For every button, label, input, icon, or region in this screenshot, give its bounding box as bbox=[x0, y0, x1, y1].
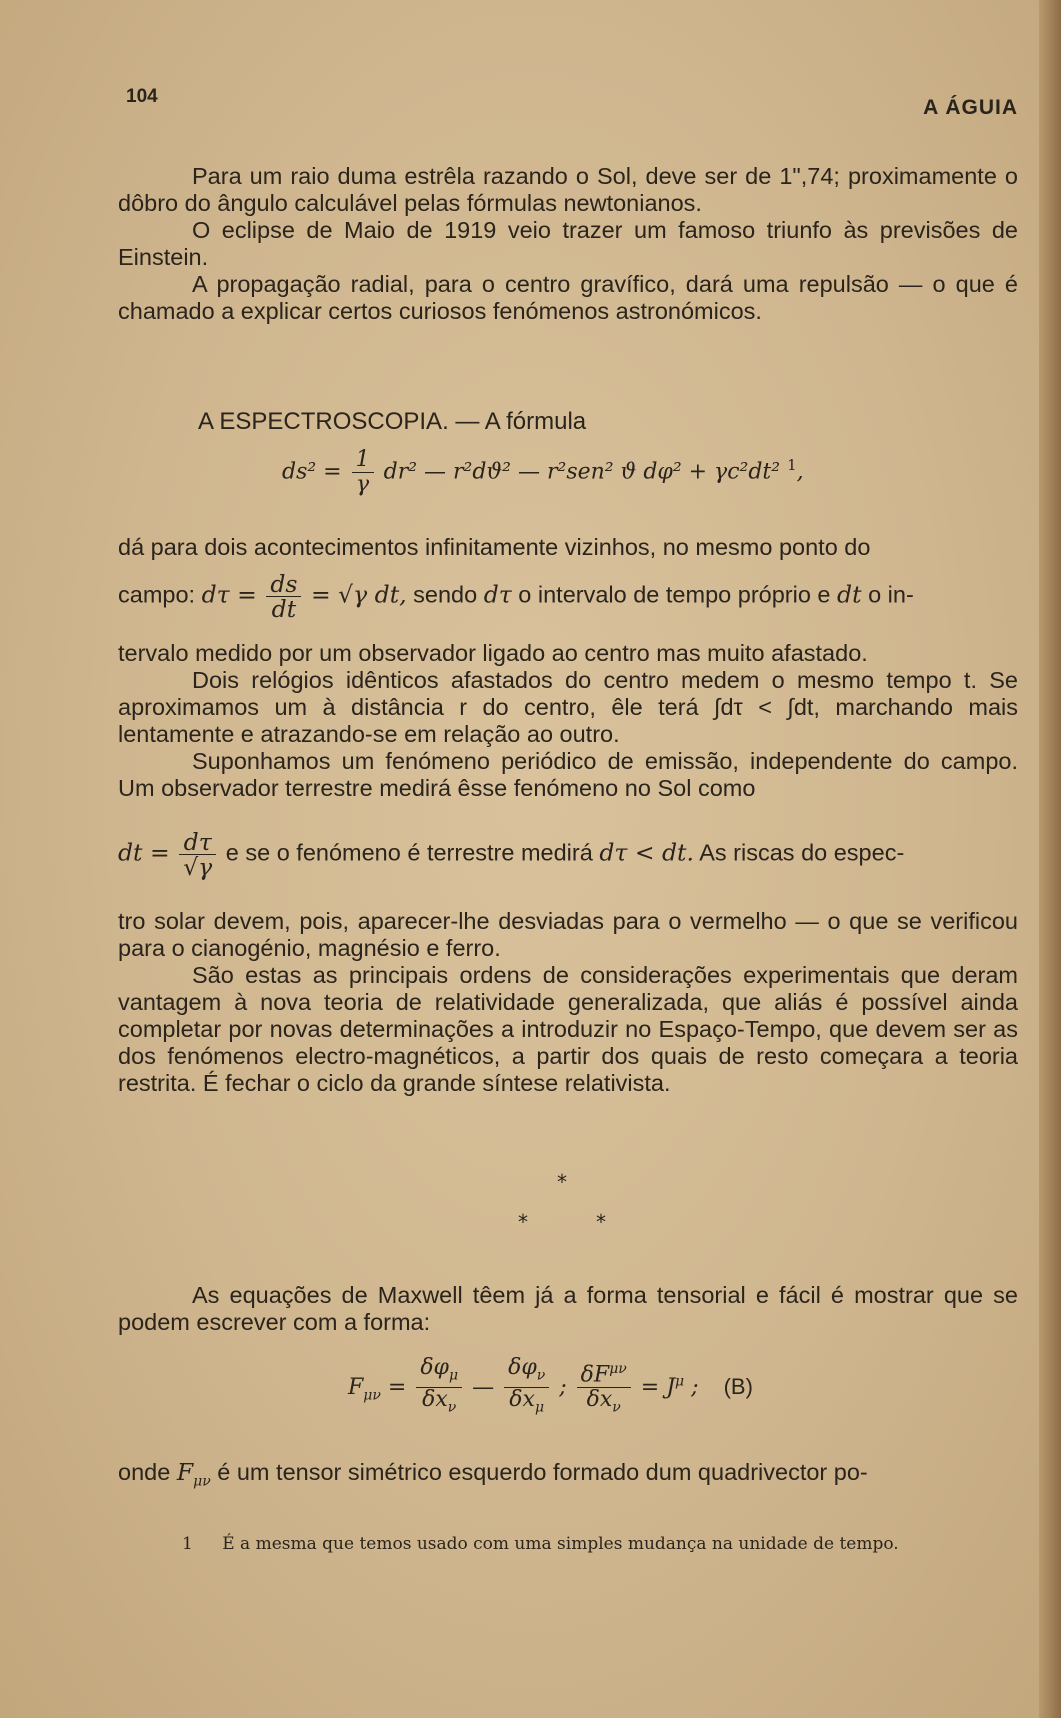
fraction-dphi-nu bbox=[504, 1356, 549, 1420]
text-block-relativity bbox=[118, 908, 1018, 1097]
denominator-sub: μ bbox=[534, 1399, 545, 1416]
fraction-dtau-sqrtgamma bbox=[179, 830, 216, 879]
text-riscas: As riscas do espec- bbox=[699, 839, 905, 866]
math-F-sub: μν bbox=[193, 1473, 211, 1490]
page-edge bbox=[1039, 0, 1061, 1718]
equation-eq-sign: = bbox=[387, 1374, 407, 1400]
numerator-text: δφ bbox=[420, 1355, 449, 1380]
asterisk-icon: * bbox=[557, 1170, 567, 1194]
paragraph: As equações de Maxwell têem já a forma tensorial e fácil é mostrar que se podem escrever com a forma: bbox=[118, 1282, 1018, 1335]
fraction-dphi-mu bbox=[416, 1356, 462, 1420]
asterisk-icon: * bbox=[518, 1210, 528, 1234]
text-block-line bbox=[118, 534, 1018, 561]
fraction-ds-dt bbox=[266, 572, 301, 621]
fraction-numerator: ds bbox=[266, 572, 301, 597]
asterisk-icon: * bbox=[596, 1210, 606, 1234]
math-sqrt-gamma: = √γ dt, bbox=[311, 580, 407, 609]
equation-rhs-sup: μ bbox=[675, 1373, 685, 1390]
denominator-text: δx bbox=[422, 1387, 448, 1413]
footnote-ref: 1 bbox=[787, 456, 797, 475]
fraction-denominator bbox=[504, 1388, 549, 1419]
footnote-text: É a mesma que temos usado com uma simples mudança na unidade de tempo. bbox=[222, 1534, 899, 1554]
text-sendo: sendo bbox=[413, 581, 478, 608]
footnote bbox=[182, 1534, 1002, 1554]
paragraph: Dois relógios idênticos afastados do centro medem o mesmo tempo t. Se aproximamos um à distância r do centro, êle terá ∫dτ < ∫dt, marchando mais lentamente e atrazando-se em relação ao outro. bbox=[118, 667, 1019, 747]
paragraph: O eclipse de Maio de 1919 veio trazer um famoso triunfo às previsões de Einstein. bbox=[118, 217, 1018, 270]
onde-line bbox=[118, 1458, 1018, 1490]
math-dtau-eq: dτ = bbox=[201, 580, 257, 609]
math-dt: dt bbox=[837, 580, 862, 609]
equation-lhs-sub: μν bbox=[363, 1387, 381, 1404]
text-fenomeno: e se o fenómeno é terrestre medirá bbox=[225, 839, 593, 866]
paragraph: Para um raio duma estrêla razando o Sol, deve ser de 1",74; proximamente o dôbro do ângulo calculável pelas fórmulas newtonianos. bbox=[118, 163, 1018, 216]
numerator-sup: μν bbox=[609, 1360, 627, 1377]
text-block-clocks bbox=[118, 640, 1018, 802]
fraction-numerator bbox=[504, 1356, 549, 1388]
numerator-sub: μ bbox=[448, 1367, 459, 1384]
fraction-numerator bbox=[577, 1357, 631, 1388]
fraction-denominator: √γ bbox=[183, 853, 213, 881]
equation-rhs: dr² — r²dϑ² — r²sen² ϑ dφ² + γc²dt² bbox=[383, 459, 781, 485]
paragraph: tro solar devem, pois, aparecer-lhe desviadas para o vermelho — o que se verificou para o cianogénio, magnésio e ferro. bbox=[118, 908, 1018, 961]
paragraph: tervalo medido por um observador ligado ao centro mas muito afastado. bbox=[118, 640, 868, 666]
fraction-numerator: dτ bbox=[179, 830, 216, 855]
equation-lhs: F bbox=[348, 1374, 364, 1400]
fraction-denominator bbox=[416, 1388, 462, 1419]
equation-separator: ; bbox=[559, 1374, 567, 1400]
denominator-sub: ν bbox=[612, 1399, 621, 1416]
equation-lhs: ds² = bbox=[282, 459, 342, 485]
text-onde: onde bbox=[118, 1459, 171, 1485]
page-number: 104 bbox=[126, 86, 158, 107]
fraction-denominator: γ bbox=[356, 472, 370, 497]
fraction-dF bbox=[577, 1357, 631, 1420]
equation-metric bbox=[282, 448, 804, 497]
math-dt-eq: dt = bbox=[118, 838, 170, 867]
campo-line bbox=[118, 572, 1018, 621]
denominator-text: δx bbox=[509, 1387, 535, 1413]
equation-minus: — bbox=[472, 1374, 495, 1400]
text-block-intro bbox=[118, 163, 1018, 325]
text-intervalo: o intervalo de tempo próprio e bbox=[518, 581, 831, 608]
fraction-numerator: 1 bbox=[352, 448, 374, 473]
numerator-sub: ν bbox=[536, 1367, 546, 1384]
text-block-maxwell bbox=[118, 1282, 1018, 1336]
text-tensor: é um tensor simétrico esquerdo formado dum quadrivector po- bbox=[217, 1459, 868, 1485]
denominator-text: δx bbox=[586, 1386, 613, 1412]
equation-fraction bbox=[352, 448, 374, 497]
fraction-denominator: dt bbox=[271, 595, 297, 623]
equation-label: (B) bbox=[723, 1373, 753, 1399]
numerator-text: δF bbox=[580, 1361, 610, 1387]
math-F: F bbox=[176, 1458, 194, 1486]
numerator-text: δφ bbox=[508, 1355, 537, 1380]
fraction-numerator bbox=[416, 1356, 462, 1388]
equation-end: ; bbox=[691, 1374, 699, 1400]
paragraph: São estas as principais ordens de considerações experimentais que deram vantagem à nova teoria de relatividade generalizada, que aliás é possível ainda completar por novas determinações a introduzir no Espaço-Tempo, que devem ser as dos fenómenos electro-magnéticos, a partir dos quais de resto começara a teoria restrita. É fechar o ciclo da grande síntese relativista. bbox=[118, 962, 1018, 1096]
equation-rhs: = J bbox=[640, 1374, 676, 1400]
math-inequality: dτ < dt. bbox=[599, 838, 694, 867]
dt-line bbox=[118, 830, 1018, 879]
running-head bbox=[126, 84, 1018, 124]
equation-punct: , bbox=[796, 459, 804, 485]
section-heading: A ESPECTROSCOPIA. — A fórmula bbox=[198, 408, 587, 435]
text-in: o in- bbox=[868, 581, 914, 608]
campo-label: campo: bbox=[118, 581, 196, 608]
equation-maxwell bbox=[348, 1356, 753, 1420]
denominator-sub: ν bbox=[447, 1399, 457, 1416]
fraction-denominator bbox=[577, 1388, 631, 1419]
footnote-number: 1 bbox=[182, 1534, 193, 1554]
math-dtau: dτ bbox=[483, 580, 512, 609]
journal-title: A ÁGUIA bbox=[923, 96, 1018, 119]
paragraph: A propagação radial, para o centro gravífico, dará uma repulsão — o que é chamado a explicar certos curiosos fenómenos astronómicos. bbox=[118, 271, 1018, 324]
section-separator bbox=[0, 1170, 1061, 1240]
paragraph: Suponhamos um fenómeno periódico de emissão, independente do campo. Um observador terrestre medirá êsse fenómeno no Sol como bbox=[118, 748, 1018, 801]
paragraph-line: dá para dois acontecimentos infinitamente vizinhos, no mesmo ponto do bbox=[118, 534, 871, 560]
